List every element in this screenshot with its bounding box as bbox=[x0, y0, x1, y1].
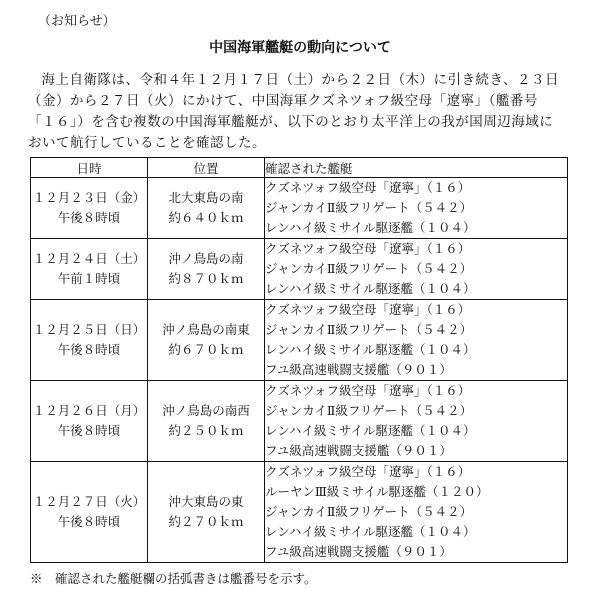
table-body bbox=[31, 178, 568, 563]
table-row bbox=[31, 239, 568, 300]
position-cell bbox=[148, 239, 265, 300]
header-date: 日時 bbox=[31, 158, 148, 178]
date-text: １２月２６日（月） bbox=[32, 403, 146, 418]
distance-text: 約２７０ｋｍ bbox=[168, 514, 244, 529]
ship-entry: クズネツォフ級空母「遼寧」（１６） bbox=[265, 241, 471, 256]
time-text: 午後８時頃 bbox=[57, 210, 121, 225]
document-title: 中国海軍艦艇の動向について bbox=[209, 40, 391, 56]
ship-entry: クズネツォフ級空母「遼寧」（１６） bbox=[265, 302, 471, 317]
distance-text: 約８７０ｋｍ bbox=[168, 271, 244, 286]
ship-entry: ジャンカイⅡ級フリゲート（５４２） bbox=[265, 322, 473, 337]
ship-entry: ジャンカイⅡ級フリゲート（５４２） bbox=[265, 504, 473, 519]
ship-entry: クズネツォフ級空母「遼寧」（１６） bbox=[265, 464, 471, 479]
body-paragraph: 海上自衛隊は、令和４年１２月１７日（土）から２２日（木）に引き続き、２３日（金）から２７日（火）にかけて、中国海軍クズネツォフ級空母「遼寧」（艦番号「１６」）を含む複数の中国海軍艦艇が、以下のとおり太平洋上の我が国周辺海域において航行していることを確認した。 bbox=[28, 72, 559, 151]
time-text: 午後８時頃 bbox=[57, 514, 121, 529]
position-cell bbox=[148, 381, 265, 462]
table-row bbox=[31, 462, 568, 563]
header-position: 位置 bbox=[148, 158, 265, 178]
location-text: 沖ノ鳥島の南 bbox=[168, 251, 244, 266]
position-cell bbox=[148, 178, 265, 239]
ship-entry: ジャンカイⅡ級フリゲート（５４２） bbox=[265, 403, 473, 418]
ships-cell bbox=[265, 381, 568, 462]
time-text: 午後８時頃 bbox=[57, 423, 121, 438]
table-header-row bbox=[31, 158, 568, 178]
ship-entry: ジャンカイⅡ級フリゲート（５４２） bbox=[265, 261, 473, 276]
ship-entry: ルーヤンⅢ級ミサイル駆逐艦（１２０） bbox=[265, 484, 489, 499]
ship-entry: レンハイ級ミサイル駆逐艦（１０４） bbox=[265, 423, 476, 438]
ship-entry: クズネツォフ級空母「遼寧」（１６） bbox=[265, 383, 471, 398]
ship-table bbox=[30, 157, 568, 563]
date-cell bbox=[31, 300, 148, 381]
time-text: 午前１時頃 bbox=[57, 271, 121, 286]
table-row bbox=[31, 178, 568, 239]
position-cell bbox=[148, 300, 265, 381]
ship-entry: レンハイ級ミサイル駆逐艦（１０４） bbox=[265, 342, 476, 357]
table-row bbox=[31, 381, 568, 462]
ships-cell bbox=[265, 178, 568, 239]
location-text: 沖大東島の東 bbox=[168, 494, 244, 509]
notice-label: （お知らせ） bbox=[38, 14, 116, 29]
date-cell bbox=[31, 239, 148, 300]
ships-cell bbox=[265, 462, 568, 563]
location-text: 沖ノ鳥島の南西 bbox=[162, 403, 250, 418]
ships-cell bbox=[265, 239, 568, 300]
distance-text: 約６４０ｋｍ bbox=[168, 210, 244, 225]
header-ships: 確認された艦艇 bbox=[265, 158, 568, 178]
ships-cell bbox=[265, 300, 568, 381]
ship-entry: レンハイ級ミサイル駆逐艦（１０４） bbox=[265, 524, 476, 539]
ship-entry: フユ級高速戦闘支援艦（９０１） bbox=[265, 443, 452, 458]
date-cell bbox=[31, 381, 148, 462]
location-text: 北大東島の南 bbox=[168, 190, 244, 205]
date-text: １２月２４日（土） bbox=[32, 251, 146, 266]
date-text: １２月２５日（日） bbox=[32, 322, 146, 337]
ship-entry: クズネツォフ級空母「遼寧」（１６） bbox=[265, 180, 471, 195]
location-text: 沖ノ鳥島の南東 bbox=[162, 322, 250, 337]
distance-text: 約６７０ｋｍ bbox=[168, 342, 244, 357]
date-text: １２月２３日（金） bbox=[32, 190, 146, 205]
footnote: ※ 確認された艦艇欄の括弧書きは艦番号を示す。 bbox=[30, 571, 317, 586]
ship-entry: レンハイ級ミサイル駆逐艦（１０４） bbox=[265, 281, 476, 296]
date-cell bbox=[31, 462, 148, 563]
ship-entry: ジャンカイⅡ級フリゲート（５４２） bbox=[265, 200, 473, 215]
date-text: １２月２７日（火） bbox=[32, 494, 146, 509]
ship-entry: レンハイ級ミサイル駆逐艦（１０４） bbox=[265, 220, 476, 235]
table-row bbox=[31, 300, 568, 381]
time-text: 午後８時頃 bbox=[57, 342, 121, 357]
ship-entry: フユ級高速戦闘支援艦（９０１） bbox=[265, 544, 452, 559]
ship-entry: フユ級高速戦闘支援艦（９０１） bbox=[265, 362, 452, 377]
position-cell bbox=[148, 462, 265, 563]
distance-text: 約２５０ｋｍ bbox=[168, 423, 244, 438]
date-cell bbox=[31, 178, 148, 239]
